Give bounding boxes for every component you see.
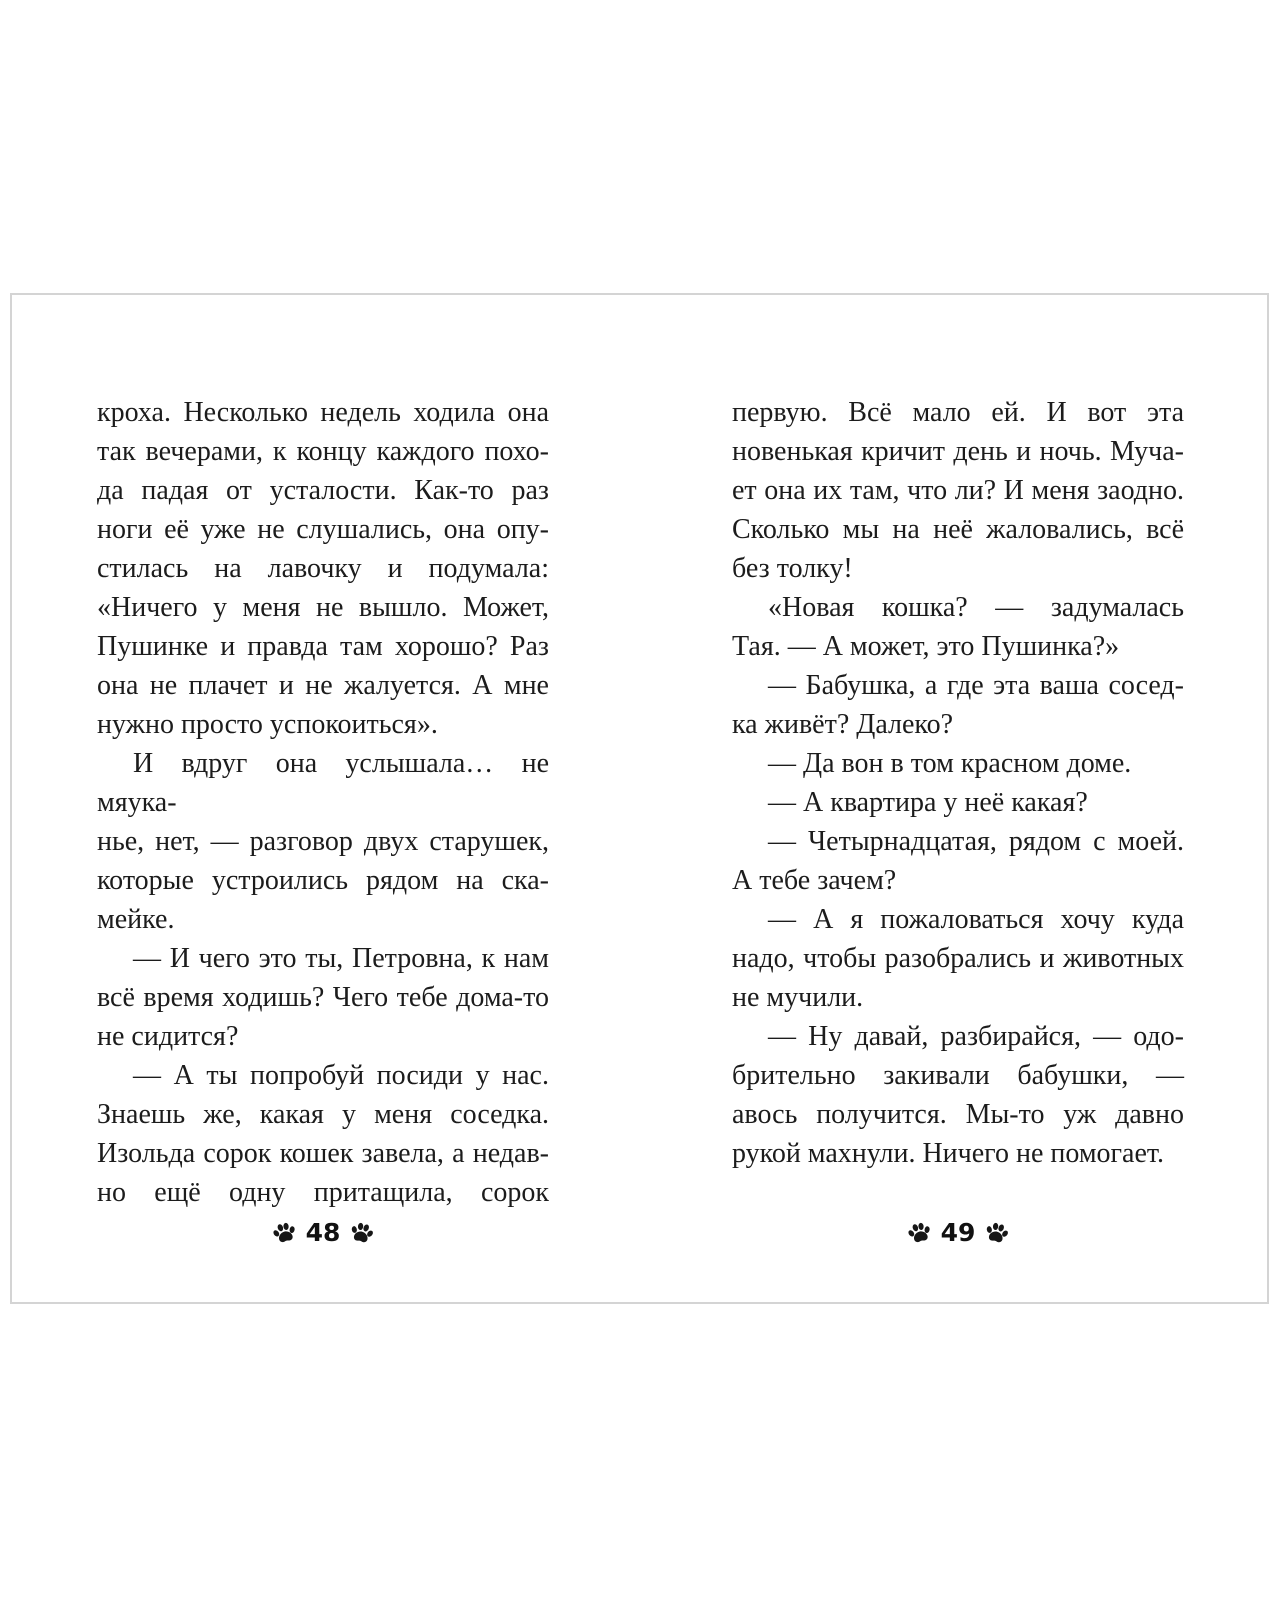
text-line: которые устроились рядом на ска- [97, 865, 549, 896]
text-line: кроха. Несколько недель ходила она [97, 397, 549, 428]
paragraph [732, 1017, 1184, 1173]
paragraph [732, 393, 1184, 588]
paragraph [732, 588, 1184, 666]
text-line: Пушинке и правда там хорошо? Раз [97, 631, 549, 662]
paw-icon [982, 1219, 1012, 1247]
text-line: ка живёт? Далеко? [732, 709, 954, 740]
text-line: — Бабушка, а где эта ваша сосед- [768, 670, 1184, 701]
text-line: всё время ходишь? Чего тебе дома-то [97, 982, 549, 1013]
text-line: Сколько мы на неё жаловались, всё [732, 514, 1184, 545]
text-line: нье, нет, — разговор двух старушек, [97, 826, 549, 857]
left-page-text-column [97, 393, 549, 1212]
paragraph [732, 900, 1184, 1017]
text-line: Изольда сорок кошек завела, а недав- [97, 1138, 549, 1169]
text-line: — А я пожаловаться хочу куда [768, 904, 1184, 935]
text-line: авось получится. Мы-то уж давно [732, 1099, 1184, 1130]
text-line: И вдруг она услышала… не мяука- [97, 748, 549, 818]
text-line: нужно просто успокоиться». [97, 709, 438, 740]
text-line: не сидится? [97, 1021, 239, 1052]
paragraph [732, 744, 1184, 783]
text-line: — Да вон в том красном доме. [768, 748, 1132, 779]
text-line: она не плачет и не жалуется. А мне [97, 670, 549, 701]
paragraph [732, 783, 1184, 822]
text-line: надо, чтобы разобрались и животных [732, 943, 1184, 974]
text-line: так вечерами, к концу каждого похо- [97, 436, 549, 467]
paragraph [97, 744, 549, 939]
text-line: без толку! [732, 553, 853, 584]
text-line: мейке. [97, 904, 175, 935]
text-line: рукой махнули. Ничего не помогает. [732, 1138, 1165, 1169]
paw-icon [347, 1219, 377, 1247]
text-line: да падая от усталости. Как-то раз [97, 475, 549, 506]
text-line: — А квартира у неё какая? [768, 787, 1088, 818]
text-line: — Ну давай, разбирайся, — одо- [768, 1021, 1184, 1052]
text-line: ноги её уже не слушались, она опу- [97, 514, 549, 545]
text-line: Знаешь же, какая у меня соседка. [97, 1099, 549, 1130]
page-number: 49 [940, 1217, 976, 1247]
text-line: А тебе зачем? [732, 865, 897, 896]
text-line: ет она их там, что ли? И меня заодно. [732, 475, 1184, 506]
paragraph [97, 1056, 549, 1212]
text-line: «Ничего у меня не вышло. Может, [97, 592, 549, 623]
text-line: не мучили. [732, 982, 864, 1013]
left-page-footer [97, 1216, 549, 1250]
text-line: новенькая кричит день и ночь. Муча- [732, 436, 1184, 467]
text-line: но ещё одну притащила, сорок [97, 1177, 549, 1208]
text-line: стилась на лавочку и подумала: [97, 553, 549, 584]
text-line: Тая. — А может, это Пушинка?» [732, 631, 1120, 662]
paragraph [732, 666, 1184, 744]
text-line: — А ты попробуй посиди у нас. [133, 1060, 549, 1091]
paragraph [97, 939, 549, 1056]
text-line: брительно закивали бабушки, — [732, 1060, 1184, 1091]
paw-icon [269, 1219, 299, 1247]
text-line: — Четырнадцатая, рядом с моей. [768, 826, 1184, 857]
page-number: 48 [305, 1217, 341, 1247]
book-spread [10, 293, 1269, 1304]
paragraph [732, 822, 1184, 900]
paw-icon [904, 1219, 934, 1247]
right-page-text-column [732, 393, 1184, 1173]
paragraph [97, 393, 549, 744]
text-line: первую. Всё мало ей. И вот эта [732, 397, 1184, 428]
right-page-footer [732, 1216, 1184, 1250]
text-line: «Новая кошка? — задумалась [768, 592, 1184, 623]
text-line: — И чего это ты, Петровна, к нам [133, 943, 549, 974]
